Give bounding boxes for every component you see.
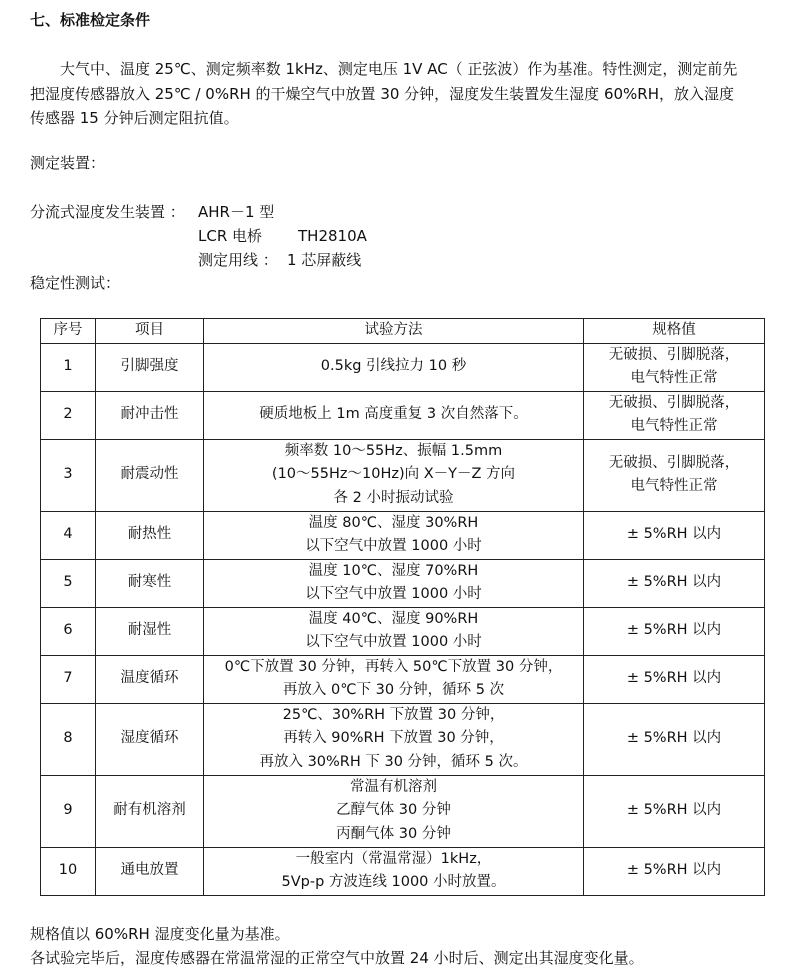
row-no: 1	[41, 343, 96, 391]
table-row	[41, 847, 765, 895]
row-spec	[584, 703, 765, 775]
method-line: 温度 80℃、湿度 30%RH	[308, 514, 479, 531]
table-row	[41, 607, 765, 655]
header-no: 序号	[41, 319, 96, 344]
apparatus-value: 1 芯屏蔽线	[287, 251, 362, 269]
table-row	[41, 439, 765, 511]
apparatus-name: 测定用线 ：	[198, 251, 278, 269]
header-method: 试验方法	[204, 319, 584, 344]
intro-paragraph	[30, 57, 780, 131]
section-heading: 七、标准检定条件	[30, 11, 151, 29]
spec-line: ± 5%RH 以内	[626, 622, 722, 639]
row-no: 8	[41, 703, 96, 775]
row-no: 4	[41, 511, 96, 559]
method-line: 25℃、30%RH 下放置 30 分钟，	[282, 706, 505, 723]
spec-line: 电气特性正常	[630, 370, 718, 386]
spec-line: ± 5%RH 以内	[626, 526, 722, 543]
row-no: 6	[41, 607, 96, 655]
row-item: 耐湿性	[96, 607, 204, 655]
table-row	[41, 343, 765, 391]
row-spec	[584, 847, 765, 895]
apparatus-name: 分流式湿度发生装置 ：	[30, 203, 185, 221]
intro-line: 把湿度传感器放入 25℃ / 0%RH 的干燥空气中放置 30 分钟，湿度发生装置发生湿度 60%RH，放入湿度	[30, 84, 734, 103]
row-item: 引脚强度	[96, 343, 204, 391]
method-line: 温度 10℃、湿度 70%RH	[308, 562, 479, 579]
method-line: 丙酮气体 30 分钟	[336, 825, 451, 842]
row-no: 2	[41, 391, 96, 439]
row-no: 3	[41, 439, 96, 511]
method-line: 0℃下放置 30 分钟，再转入 50℃下放置 30 分钟，	[224, 658, 563, 675]
spec-line: 电气特性正常	[630, 478, 718, 494]
spec-line: ± 5%RH 以内	[626, 670, 722, 687]
apparatus-label: 测定装置：	[30, 154, 106, 172]
apparatus-name: LCR 电桥	[198, 227, 263, 245]
row-spec	[584, 511, 765, 559]
method-line: 乙醇气体 30 分钟	[336, 802, 451, 819]
method-line: 再放入 0℃下 30 分钟，循环 5 次	[282, 682, 505, 698]
row-spec	[584, 655, 765, 703]
method-line: 5Vp-p 方波连线 1000 小时放置。	[281, 874, 506, 890]
footer-note: 各试验完毕后，湿度传感器在常温常湿的正常空气中放置 24 小时后、测定出其湿度变化量。	[30, 949, 644, 967]
row-no: 7	[41, 655, 96, 703]
method-line: 一般室内（常温常湿）1kHz，	[295, 850, 492, 867]
footer-note: 规格值以 60%RH 湿度变化量为基准。	[30, 925, 290, 943]
row-spec	[584, 559, 765, 607]
table-row	[41, 559, 765, 607]
row-method	[204, 559, 584, 607]
stability-test-table	[40, 318, 765, 896]
spec-line: 无破损、引脚脱落，	[608, 454, 740, 471]
table-row	[41, 703, 765, 775]
method-line: 以下空气中放置 1000 小时	[305, 538, 482, 554]
spec-line: ± 5%RH 以内	[626, 730, 722, 747]
row-no: 10	[41, 847, 96, 895]
method-line: (10～55Hz～10Hz)向 X－Y－Z 方向	[271, 466, 516, 483]
method-line: 频率数 10～55Hz、振幅 1.5mm	[284, 442, 503, 459]
row-method	[204, 607, 584, 655]
row-method	[204, 391, 584, 439]
row-item: 耐热性	[96, 511, 204, 559]
row-method	[204, 703, 584, 775]
row-no: 9	[41, 775, 96, 847]
row-spec	[584, 607, 765, 655]
row-item: 耐冲击性	[96, 391, 204, 439]
row-item: 温度循环	[96, 655, 204, 703]
intro-line: 大气中、温度 25℃、测定频率数 1kHz、测定电压 1V AC（ 正弦波）作为基准。特性测定，测定前先	[60, 60, 738, 78]
method-line: 各 2 小时振动试验	[333, 489, 454, 506]
spec-line: 无破损、引脚脱落，	[608, 346, 740, 363]
table-row	[41, 511, 765, 559]
spec-line: 电气特性正常	[630, 418, 718, 434]
row-method	[204, 655, 584, 703]
row-no: 5	[41, 559, 96, 607]
method-line: 硬质地板上 1m 高度重复 3 次自然落下。	[259, 406, 528, 423]
method-line: 以下空气中放置 1000 小时	[305, 634, 482, 650]
apparatus-value: TH2810A	[298, 227, 367, 245]
row-spec	[584, 439, 765, 511]
table-header-row	[41, 319, 765, 344]
method-line: 温度 40℃、湿度 90%RH	[308, 610, 479, 627]
intro-line: 传感器 15 分钟后测定阻抗值。	[30, 109, 239, 127]
spec-line: ± 5%RH 以内	[626, 802, 722, 819]
header-item: 项目	[96, 319, 204, 344]
spec-line: ± 5%RH 以内	[626, 574, 722, 591]
method-line: 再放入 30%RH 下 30 分钟，循环 5 次。	[259, 753, 528, 770]
table-row	[41, 391, 765, 439]
row-spec	[584, 775, 765, 847]
method-line: 0.5kg 引线拉力 10 秒	[320, 358, 467, 375]
row-method	[204, 847, 584, 895]
row-item: 耐震动性	[96, 439, 204, 511]
row-item: 通电放置	[96, 847, 204, 895]
row-item: 耐寒性	[96, 559, 204, 607]
row-spec	[584, 391, 765, 439]
table-row	[41, 655, 765, 703]
table-row	[41, 775, 765, 847]
row-spec	[584, 343, 765, 391]
row-item: 耐有机溶剂	[96, 775, 204, 847]
method-line: 再转入 90%RH 下放置 30 分钟，	[283, 730, 504, 747]
method-line: 以下空气中放置 1000 小时	[305, 586, 482, 602]
stability-label: 稳定性测试：	[30, 274, 121, 292]
row-method	[204, 343, 584, 391]
row-method	[204, 511, 584, 559]
row-item: 湿度循环	[96, 703, 204, 775]
row-method	[204, 775, 584, 847]
row-method	[204, 439, 584, 511]
apparatus-value: AHR－1 型	[198, 203, 275, 221]
header-spec: 规格值	[584, 319, 765, 344]
spec-line: 无破损、引脚脱落，	[608, 394, 740, 411]
spec-line: ± 5%RH 以内	[626, 862, 722, 879]
method-line: 常温有机溶剂	[350, 778, 437, 795]
